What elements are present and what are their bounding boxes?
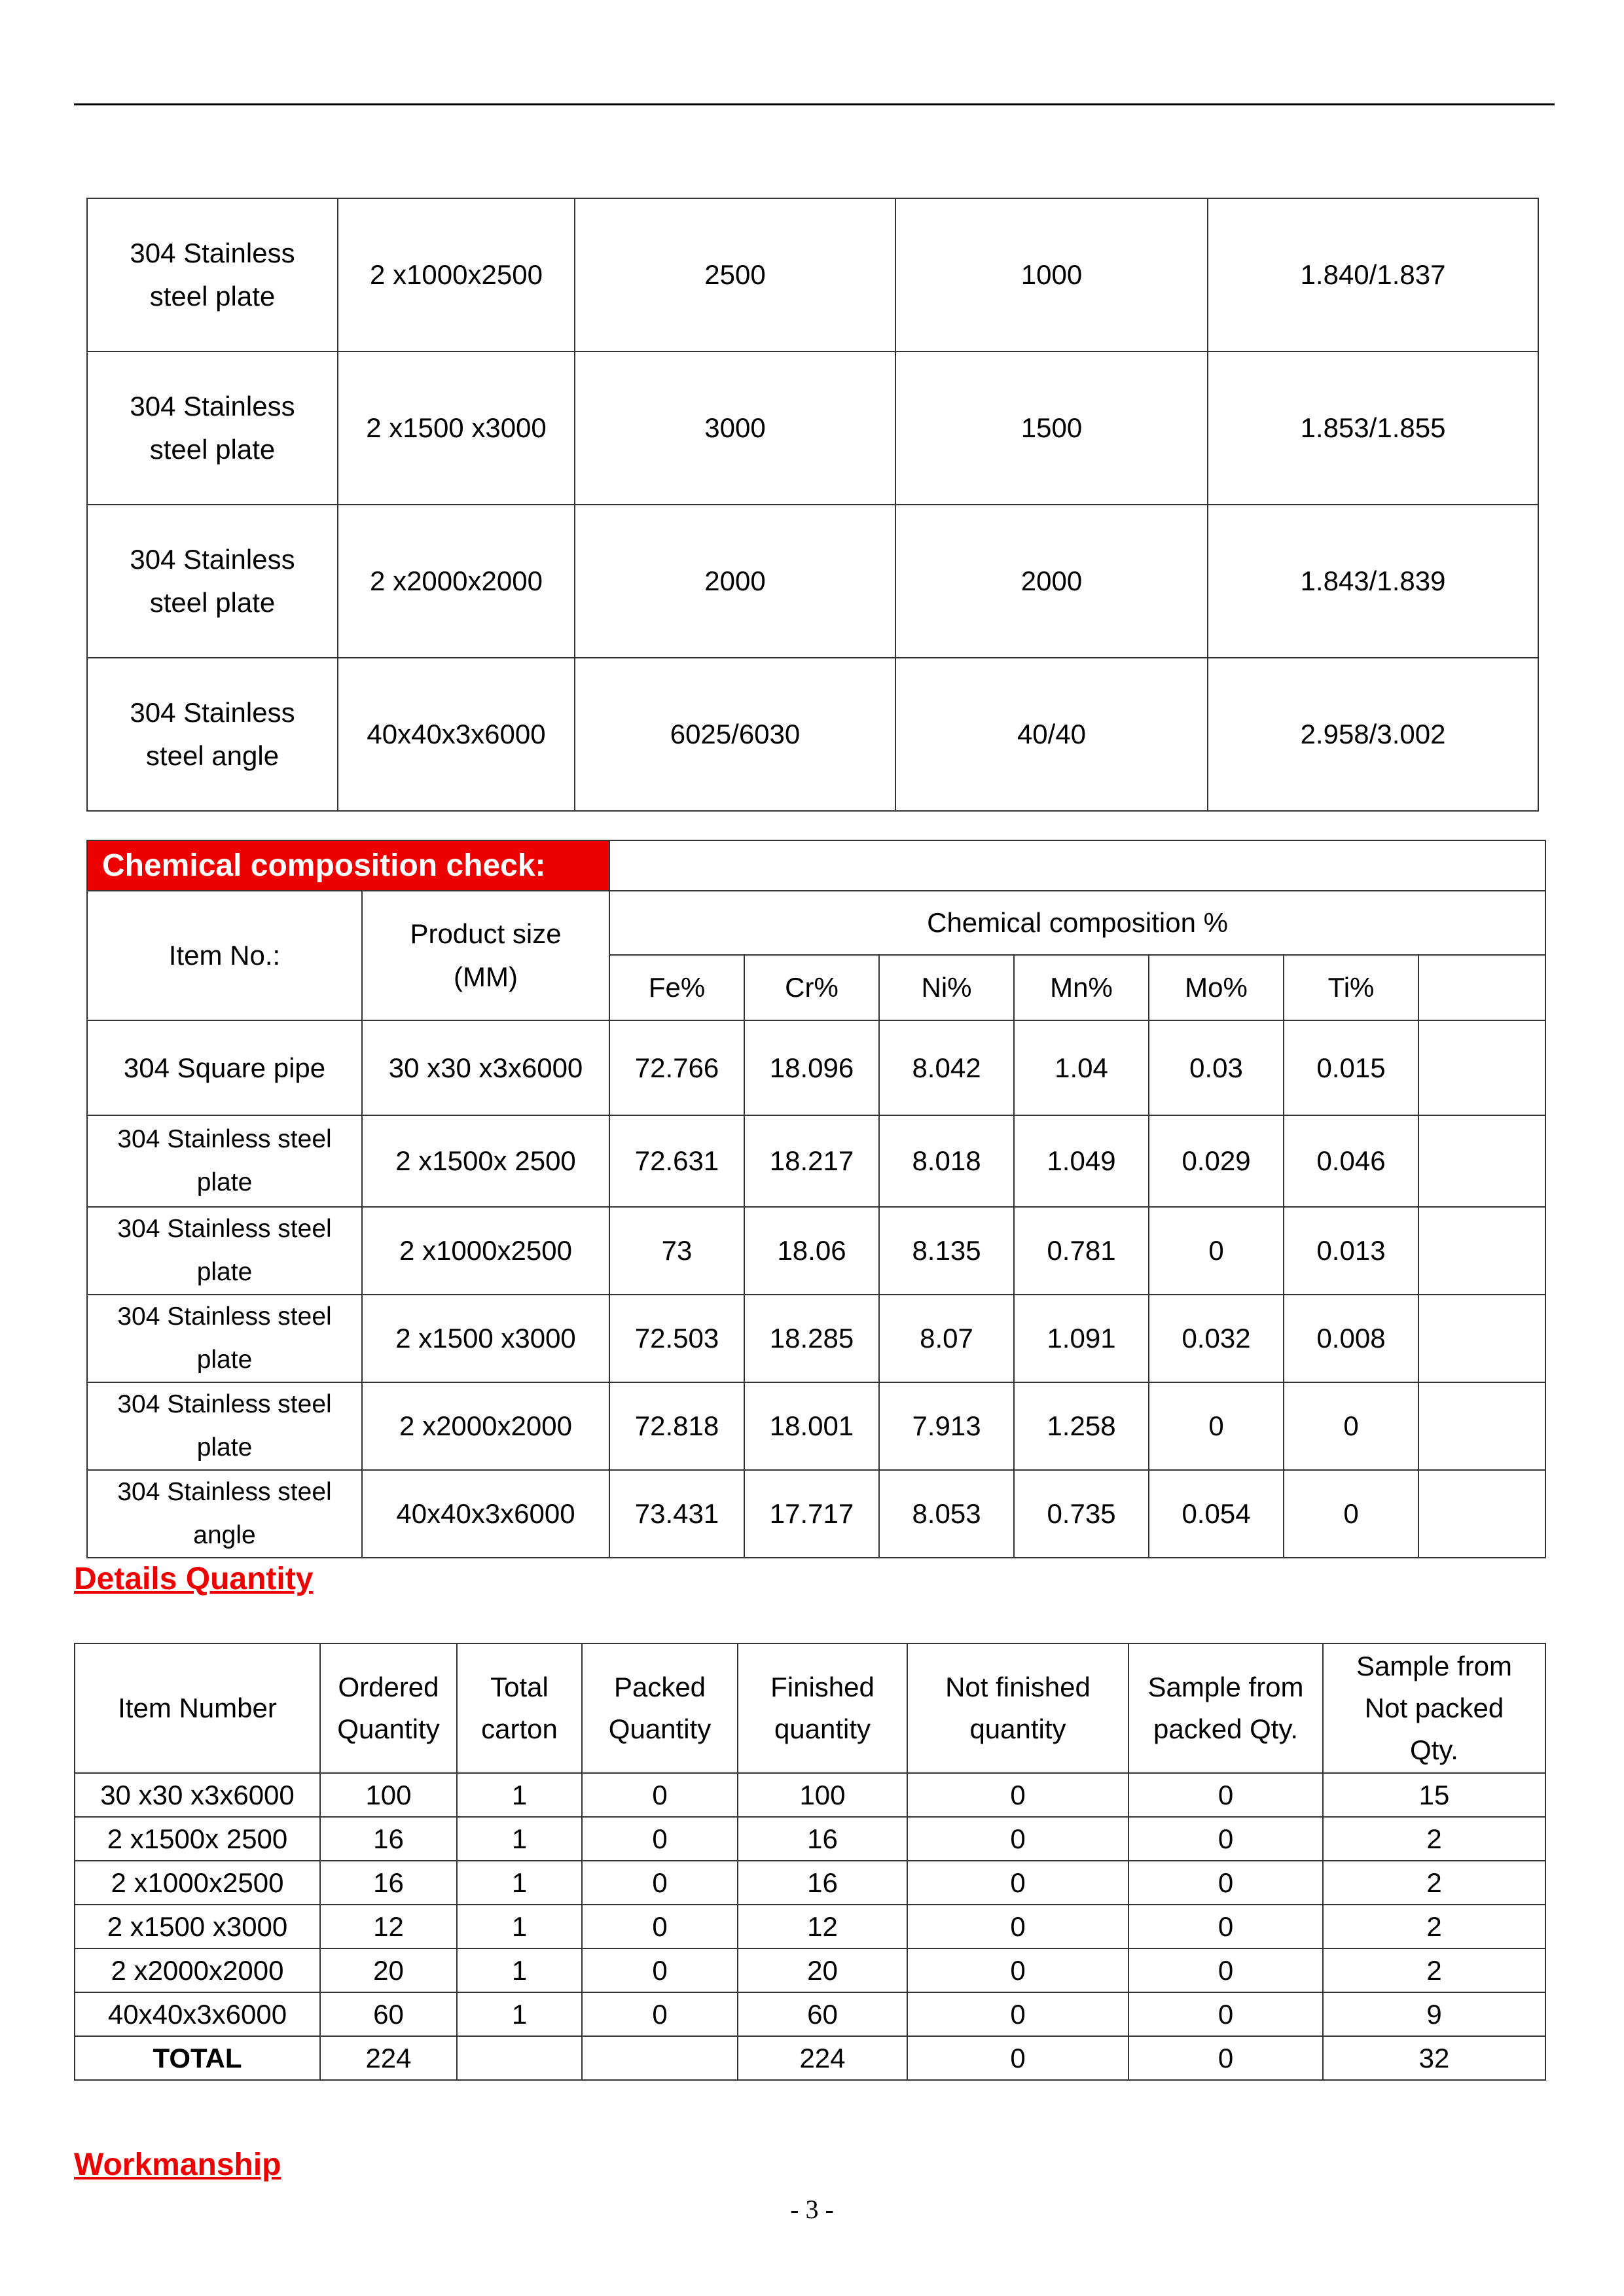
- quantity-header-cell: [1323, 1643, 1545, 1773]
- quantity-cell: 2 x1500x 2500: [75, 1817, 320, 1861]
- quantity-cell: 2: [1323, 1817, 1545, 1861]
- size-cell: 30 x30 x3x6000: [362, 1020, 609, 1115]
- element-value-cell: 0.029: [1149, 1115, 1284, 1207]
- quantity-cell: 9: [1323, 1992, 1545, 2036]
- total-cell: 32: [1323, 2036, 1545, 2080]
- page-number: - 3 -: [790, 2195, 834, 2224]
- item-name-cell-line: 304 Stainless steel: [117, 1478, 332, 1506]
- total-cell: 224: [320, 2036, 457, 2080]
- size-cell: 2 x1500 x3000: [338, 351, 575, 505]
- quantity-header-cell-line: Not finished: [945, 1672, 1091, 1702]
- element-value-cell: 72.766: [609, 1020, 744, 1115]
- length-cell: 2000: [575, 505, 895, 658]
- title-blank-cell: [609, 840, 1545, 891]
- quantity-header-cell: [457, 1643, 582, 1773]
- item-name-cell: [87, 1382, 362, 1470]
- dimension-row: [87, 658, 1538, 811]
- quantity-cell: 0: [907, 1948, 1128, 1992]
- element-value-cell: 8.135: [879, 1207, 1014, 1295]
- col-item-no: Item No.:: [87, 891, 362, 1020]
- element-value-cell: 73: [609, 1207, 744, 1295]
- quantity-cell: 2: [1323, 1948, 1545, 1992]
- quantity-cell: 2: [1323, 1861, 1545, 1905]
- details-quantity-heading: Details Quantity: [74, 1562, 314, 1596]
- quantity-cell: 2 x2000x2000: [75, 1948, 320, 1992]
- quantity-cell: 0: [582, 1861, 738, 1905]
- element-value-cell: 72.503: [609, 1295, 744, 1382]
- element-value-cell: 8.07: [879, 1295, 1014, 1382]
- item-name-cell-line: steel angle: [145, 740, 280, 771]
- quantity-cell: 100: [738, 1773, 907, 1817]
- width-cell: 40/40: [895, 658, 1208, 811]
- details-quantity-body: [75, 1643, 1545, 2080]
- item-name-cell: [87, 351, 338, 505]
- element-value-cell: 0.735: [1014, 1470, 1149, 1558]
- element-value-cell: 1.049: [1014, 1115, 1149, 1207]
- dimension-row: [87, 351, 1538, 505]
- total-cell: [582, 2036, 738, 2080]
- quantity-cell: 0: [582, 1773, 738, 1817]
- element-value-cell: 0: [1284, 1470, 1418, 1558]
- item-name-cell: [87, 1207, 362, 1295]
- item-name-cell-line: 304 Stainless steel: [117, 1390, 332, 1418]
- chemical-row: [87, 1020, 1545, 1115]
- quantity-header-cell-line: Not packed: [1364, 1693, 1504, 1723]
- size-cell: 2 x2000x2000: [362, 1382, 609, 1470]
- quantity-row: [75, 1817, 1545, 1861]
- quantity-cell: 0: [582, 1948, 738, 1992]
- quantity-header-cell-line: quantity: [774, 1713, 871, 1744]
- quantity-header-cell-line: Packed: [613, 1672, 706, 1702]
- quantity-cell: 1: [457, 1861, 582, 1905]
- quantity-header-cell: [75, 1643, 320, 1773]
- quantity-cell: 20: [738, 1948, 907, 1992]
- size-cell: 2 x1000x2500: [362, 1207, 609, 1295]
- quantity-cell: 0: [907, 1817, 1128, 1861]
- quantity-cell: 60: [320, 1992, 457, 2036]
- quantity-cell: 1: [457, 1948, 582, 1992]
- chemical-composition-title: Chemical composition check:: [87, 840, 609, 891]
- size-cell: 2 x2000x2000: [338, 505, 575, 658]
- element-value-cell: 72.818: [609, 1382, 744, 1470]
- quantity-cell: 0: [582, 1992, 738, 2036]
- element-header: Mn%: [1014, 955, 1149, 1020]
- quantity-cell: 40x40x3x6000: [75, 1992, 320, 2036]
- quantity-header-cell-line: Quantity: [608, 1713, 712, 1744]
- element-value-cell: 1.04: [1014, 1020, 1149, 1115]
- quantity-header-cell: [320, 1643, 457, 1773]
- quantity-cell: 16: [320, 1861, 457, 1905]
- item-name-cell-line: steel plate: [149, 281, 276, 312]
- size-cell: 2 x1000x2500: [338, 198, 575, 351]
- quantity-header-cell-line: Sample from: [1147, 1672, 1304, 1702]
- dimension-table: [86, 198, 1539, 812]
- width-cell: 1500: [895, 351, 1208, 505]
- element-value-cell: 0.032: [1149, 1295, 1284, 1382]
- element-value-cell: 17.717: [744, 1470, 879, 1558]
- item-name-cell: [87, 1470, 362, 1558]
- element-value-cell: 8.053: [879, 1470, 1014, 1558]
- blank-cell: [1418, 1470, 1545, 1558]
- element-value-cell: 18.285: [744, 1295, 879, 1382]
- element-value-cell: 0.015: [1284, 1020, 1418, 1115]
- item-name-cell-line: 304 Square pipe: [123, 1052, 326, 1083]
- chemical-row: [87, 1382, 1545, 1470]
- quantity-cell: 16: [738, 1861, 907, 1905]
- element-header: Ni%: [879, 955, 1014, 1020]
- quantity-header-cell-line: Sample from: [1356, 1651, 1513, 1681]
- quantity-cell: 0: [907, 1905, 1128, 1948]
- item-name-cell: [87, 1020, 362, 1115]
- item-name-cell-line: steel plate: [149, 587, 276, 618]
- item-name-cell-line: 304 Stainless: [130, 391, 295, 422]
- element-value-cell: 0.054: [1149, 1470, 1284, 1558]
- item-name-cell: [87, 1115, 362, 1207]
- element-header: Cr%: [744, 955, 879, 1020]
- element-value-cell: 0: [1149, 1382, 1284, 1470]
- blank-cell: [1418, 1207, 1545, 1295]
- quantity-header-cell-line: Quantity: [337, 1713, 440, 1744]
- quantity-row: [75, 1992, 1545, 2036]
- item-name-cell: [87, 1295, 362, 1382]
- blank-cell: [1418, 1382, 1545, 1470]
- quantity-cell: 0: [1128, 1817, 1323, 1861]
- item-name-cell-line: 304 Stainless steel: [117, 1215, 332, 1243]
- item-name-cell-line: 304 Stainless steel: [117, 1125, 332, 1153]
- element-value-cell: 18.217: [744, 1115, 879, 1207]
- chemical-composition-table: [86, 840, 1546, 1558]
- item-name-cell-line: plate: [196, 1168, 253, 1196]
- element-value-cell: 0.013: [1284, 1207, 1418, 1295]
- element-value-cell: 1.091: [1014, 1295, 1149, 1382]
- quantity-header-cell-line: Ordered: [338, 1672, 439, 1702]
- quantity-header-cell: [738, 1643, 907, 1773]
- thickness-cell: 1.843/1.839: [1208, 505, 1538, 658]
- element-value-cell: 0: [1149, 1207, 1284, 1295]
- quantity-cell: 2: [1323, 1905, 1545, 1948]
- blank-cell: [1418, 1115, 1545, 1207]
- quantity-cell: 1: [457, 1905, 582, 1948]
- thickness-cell: 1.840/1.837: [1208, 198, 1538, 351]
- item-name-cell-line: 304 Stainless: [130, 544, 295, 575]
- item-name-cell-line: plate: [196, 1346, 253, 1374]
- product-size-line-1: Product size: [410, 918, 562, 949]
- quantity-header-row: [75, 1643, 1545, 1773]
- element-value-cell: 0: [1284, 1382, 1418, 1470]
- total-cell: [457, 2036, 582, 2080]
- item-name-cell-line: 304 Stainless: [130, 238, 295, 268]
- quantity-cell: 12: [320, 1905, 457, 1948]
- width-cell: 1000: [895, 198, 1208, 351]
- chemical-table-body: [87, 1020, 1545, 1558]
- details-quantity-table: [74, 1643, 1546, 2081]
- quantity-header-cell-line: Item Number: [118, 1693, 277, 1723]
- quantity-cell: 0: [1128, 1948, 1323, 1992]
- total-cell: TOTAL: [75, 2036, 320, 2080]
- total-cell: 0: [1128, 2036, 1323, 2080]
- quantity-cell: 1: [457, 1773, 582, 1817]
- dimension-row: [87, 505, 1538, 658]
- thickness-cell: 1.853/1.855: [1208, 351, 1538, 505]
- quantity-header-cell-line: packed Qty.: [1153, 1713, 1298, 1744]
- length-cell: 3000: [575, 351, 895, 505]
- element-value-cell: 73.431: [609, 1470, 744, 1558]
- blank-cell: [1418, 1020, 1545, 1115]
- quantity-cell: 0: [907, 1861, 1128, 1905]
- quantity-cell: 15: [1323, 1773, 1545, 1817]
- quantity-row: [75, 1948, 1545, 1992]
- dimension-row: [87, 198, 1538, 351]
- quantity-total-row: [75, 2036, 1545, 2080]
- quantity-cell: 0: [1128, 1773, 1323, 1817]
- col-product-size: [362, 891, 609, 1020]
- element-header: Mo%: [1149, 955, 1284, 1020]
- element-value-cell: 0.008: [1284, 1295, 1418, 1382]
- col-chemical-composition: Chemical composition %: [609, 891, 1545, 955]
- quantity-row: [75, 1905, 1545, 1948]
- quantity-header-cell-line: Qty.: [1410, 1734, 1458, 1765]
- size-cell: 2 x1500 x3000: [362, 1295, 609, 1382]
- total-cell: 0: [907, 2036, 1128, 2080]
- header-rule: [74, 103, 1555, 105]
- item-name-cell: [87, 505, 338, 658]
- quantity-cell: 0: [1128, 1992, 1323, 2036]
- element-value-cell: 18.096: [744, 1020, 879, 1115]
- size-cell: 40x40x3x6000: [362, 1470, 609, 1558]
- size-cell: 2 x1500x 2500: [362, 1115, 609, 1207]
- chemical-row: [87, 1207, 1545, 1295]
- chemical-row: [87, 1295, 1545, 1382]
- element-value-cell: 1.258: [1014, 1382, 1149, 1470]
- blank-cell: [1418, 1295, 1545, 1382]
- element-value-cell: 0.03: [1149, 1020, 1284, 1115]
- element-value-cell: 72.631: [609, 1115, 744, 1207]
- dimension-table-body: [87, 198, 1538, 811]
- element-value-cell: 7.913: [879, 1382, 1014, 1470]
- quantity-cell: 60: [738, 1992, 907, 2036]
- quantity-cell: 1: [457, 1992, 582, 2036]
- quantity-header-cell-line: Finished: [770, 1672, 875, 1702]
- quantity-cell: 0: [582, 1905, 738, 1948]
- element-value-cell: 0.046: [1284, 1115, 1418, 1207]
- quantity-cell: 16: [320, 1817, 457, 1861]
- thickness-cell: 2.958/3.002: [1208, 658, 1538, 811]
- chemical-row: [87, 1470, 1545, 1558]
- quantity-cell: 30 x30 x3x6000: [75, 1773, 320, 1817]
- quantity-cell: 20: [320, 1948, 457, 1992]
- element-value-cell: 18.001: [744, 1382, 879, 1470]
- chemical-row: [87, 1115, 1545, 1207]
- length-cell: 2500: [575, 198, 895, 351]
- quantity-row: [75, 1773, 1545, 1817]
- quantity-cell: 0: [1128, 1905, 1323, 1948]
- product-size-line-2: (MM): [454, 961, 518, 992]
- quantity-cell: 1: [457, 1817, 582, 1861]
- blank-header-cell: [1418, 955, 1545, 1020]
- item-name-cell-line: 304 Stainless: [130, 697, 295, 728]
- width-cell: 2000: [895, 505, 1208, 658]
- quantity-header-cell-line: carton: [481, 1713, 558, 1744]
- item-name-cell-line: 304 Stainless steel: [117, 1302, 332, 1331]
- quantity-cell: 16: [738, 1817, 907, 1861]
- quantity-header-cell: [582, 1643, 738, 1773]
- quantity-cell: 0: [907, 1773, 1128, 1817]
- length-cell: 6025/6030: [575, 658, 895, 811]
- quantity-header-cell: [907, 1643, 1128, 1773]
- quantity-cell: 0: [1128, 1861, 1323, 1905]
- element-value-cell: 18.06: [744, 1207, 879, 1295]
- quantity-cell: 0: [907, 1992, 1128, 2036]
- quantity-cell: 0: [582, 1817, 738, 1861]
- quantity-header-cell: [1128, 1643, 1323, 1773]
- item-name-cell: [87, 658, 338, 811]
- size-cell: 40x40x3x6000: [338, 658, 575, 811]
- element-value-cell: 0.781: [1014, 1207, 1149, 1295]
- item-name-cell: [87, 198, 338, 351]
- workmanship-heading: Workmanship: [74, 2147, 281, 2182]
- element-header: Ti%: [1284, 955, 1418, 1020]
- element-value-cell: 8.018: [879, 1115, 1014, 1207]
- item-name-cell-line: angle: [193, 1521, 256, 1549]
- quantity-cell: 100: [320, 1773, 457, 1817]
- quantity-header-cell-line: Total: [490, 1672, 549, 1702]
- quantity-cell: 2 x1500 x3000: [75, 1905, 320, 1948]
- element-value-cell: 8.042: [879, 1020, 1014, 1115]
- quantity-header-cell-line: quantity: [969, 1713, 1066, 1744]
- element-header: Fe%: [609, 955, 744, 1020]
- item-name-cell-line: plate: [196, 1433, 253, 1462]
- quantity-row: [75, 1861, 1545, 1905]
- item-name-cell-line: steel plate: [149, 434, 276, 465]
- item-name-cell-line: plate: [196, 1258, 253, 1286]
- total-cell: 224: [738, 2036, 907, 2080]
- quantity-cell: 12: [738, 1905, 907, 1948]
- quantity-cell: 2 x1000x2500: [75, 1861, 320, 1905]
